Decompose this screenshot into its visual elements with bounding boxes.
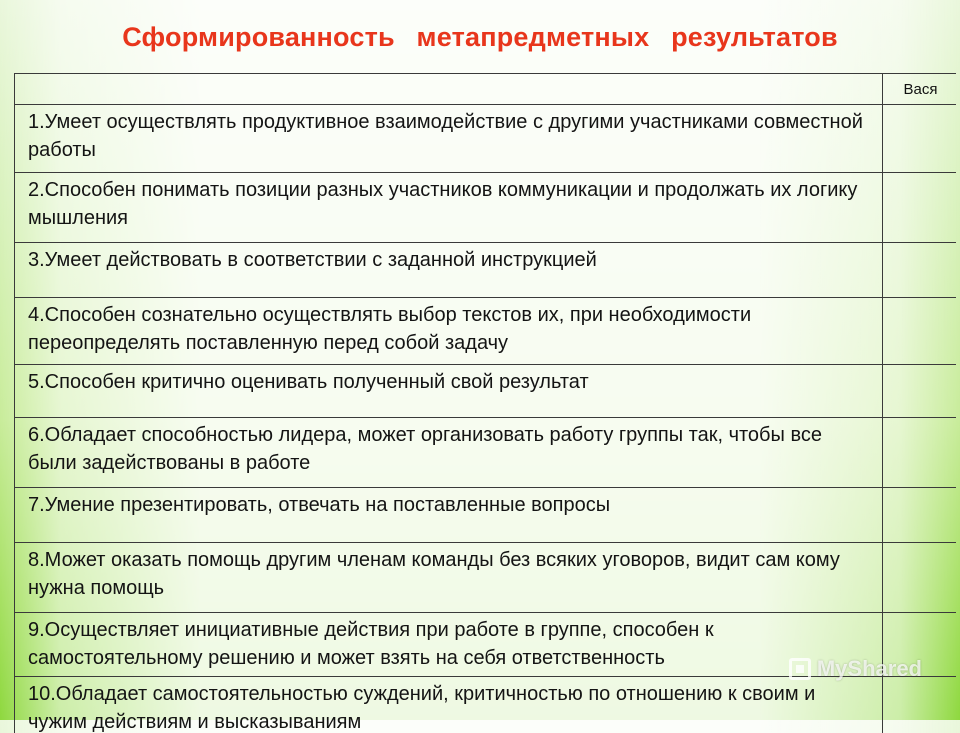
score-cell[interactable] xyxy=(883,173,957,243)
table-row xyxy=(15,677,957,733)
score-cell[interactable] xyxy=(883,365,957,418)
myshared-logo-icon xyxy=(789,658,811,680)
criteria-table xyxy=(14,73,956,733)
score-cell[interactable] xyxy=(883,543,957,613)
header-student-name: Вася xyxy=(883,74,957,105)
watermark xyxy=(789,656,922,682)
table-row xyxy=(15,543,957,613)
criterion-cell: 10.Обладает самостоятельностью суждений, критичностью по отношению к своим и чужим действиям и высказываниям xyxy=(15,677,883,733)
criterion-cell: 5.Способен критично оценивать полученный свой результат xyxy=(15,365,883,418)
criteria-table-container xyxy=(14,73,956,733)
table-header-row xyxy=(15,74,957,105)
score-cell[interactable] xyxy=(883,488,957,543)
criterion-cell: 1.Умеет осуществлять продуктивное взаимодействие с другими участниками совместной работы xyxy=(15,105,883,173)
criterion-cell: 8.Может оказать помощь другим членам команды без всяких уговоров, видит сам кому нужна помощь xyxy=(15,543,883,613)
header-criteria xyxy=(15,74,883,105)
table-row xyxy=(15,105,957,173)
score-cell[interactable] xyxy=(883,105,957,173)
score-cell[interactable] xyxy=(883,298,957,365)
score-cell[interactable] xyxy=(883,418,957,488)
criterion-cell: 2.Способен понимать позиции разных участников коммуникации и продолжать их логику мышления xyxy=(15,173,883,243)
score-cell[interactable] xyxy=(883,677,957,733)
page-title: Сформированность метапредметных результатов xyxy=(0,22,960,53)
table-row xyxy=(15,243,957,298)
table-row xyxy=(15,418,957,488)
criterion-cell: 6.Обладает способностью лидера, может организовать работу группы так, чтобы все были задействованы в работе xyxy=(15,418,883,488)
criterion-cell: 7.Умение презентировать, отвечать на поставленные вопросы xyxy=(15,488,883,543)
table-row xyxy=(15,488,957,543)
criterion-cell: 3.Умеет действовать в соответствии с заданной инструкцией xyxy=(15,243,883,298)
score-cell[interactable] xyxy=(883,243,957,298)
watermark-text: MyShared xyxy=(817,656,922,682)
criterion-cell: 9.Осуществляет инициативные действия при работе в группе, способен к самостоятельному решению и может взять на себя ответственность xyxy=(15,613,883,677)
table-row xyxy=(15,365,957,418)
table-row xyxy=(15,298,957,365)
criterion-cell: 4.Способен сознательно осуществлять выбор текстов их, при необходимости переопределять поставленную перед собой задачу xyxy=(15,298,883,365)
table-row xyxy=(15,173,957,243)
